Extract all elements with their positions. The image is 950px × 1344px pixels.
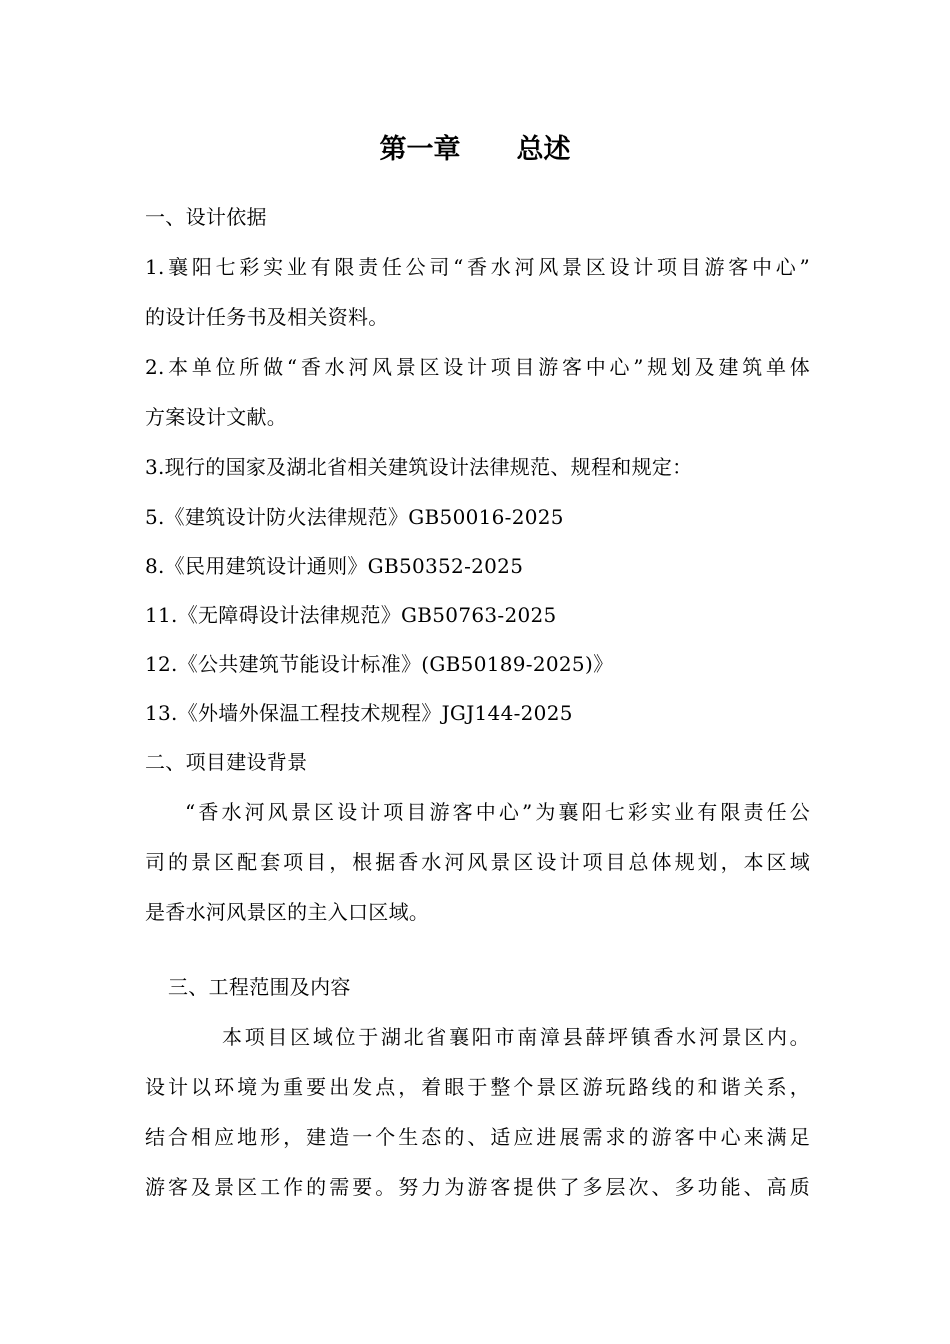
- chapter-title: [0, 128, 950, 172]
- section-heading-design-basis: 一、设计依据: [145, 205, 267, 229]
- list-item: 8.《民用建筑设计通则》GB50352-2025: [145, 554, 524, 578]
- chapter-name: 总述: [516, 134, 571, 165]
- paragraph-line: 司的景区配套项目，根据香水河风景区设计项目总体规划，本区域: [145, 850, 810, 874]
- paragraph-line: 结合相应地形，建造一个生态的、适应进展需求的游客中心来满足: [145, 1125, 810, 1149]
- list-item: 11.《无障碍设计法律规范》GB50763-2025: [145, 603, 557, 627]
- section-heading-background: 二、项目建设背景: [145, 750, 308, 774]
- paragraph-line: 设计以环境为重要出发点，着眼于整个景区游玩路线的和谐关系，: [145, 1075, 810, 1099]
- paragraph-line: 是香水河风景区的主入口区域。: [145, 900, 430, 924]
- chapter-number: 第一章: [379, 134, 461, 165]
- list-item: 5.《建筑设计防火法律规范》GB50016-2025: [145, 505, 564, 529]
- list-item: 12.《公共建筑节能设计标准》(GB50189-2025)》: [145, 652, 614, 676]
- paragraph-line: 的设计任务书及相关资料。: [145, 305, 389, 329]
- section-heading-scope: 三、工程范围及内容: [168, 975, 351, 999]
- paragraph-line: 2.本单位所做“香水河风景区设计项目游客中心”规划及建筑单体: [145, 355, 810, 379]
- paragraph-line: 本项目区域位于湖北省襄阳市南漳县薛坪镇香水河景区内。: [222, 1025, 810, 1049]
- paragraph-line: 方案设计文献。: [145, 405, 288, 429]
- paragraph-line: 1.襄阳七彩实业有限责任公司“香水河风景区设计项目游客中心”: [145, 255, 810, 279]
- paragraph-line: 游客及景区工作的需要。努力为游客提供了多层次、多功能、高质: [145, 1175, 810, 1199]
- paragraph-line: “香水河风景区设计项目游客中心”为襄阳七彩实业有限责任公: [185, 800, 810, 824]
- paragraph-line: 3.现行的国家及湖北省相关建筑设计法律规范、规程和规定：: [145, 455, 693, 479]
- list-item: 13.《外墙外保温工程技术规程》JGJ144-2025: [145, 701, 573, 725]
